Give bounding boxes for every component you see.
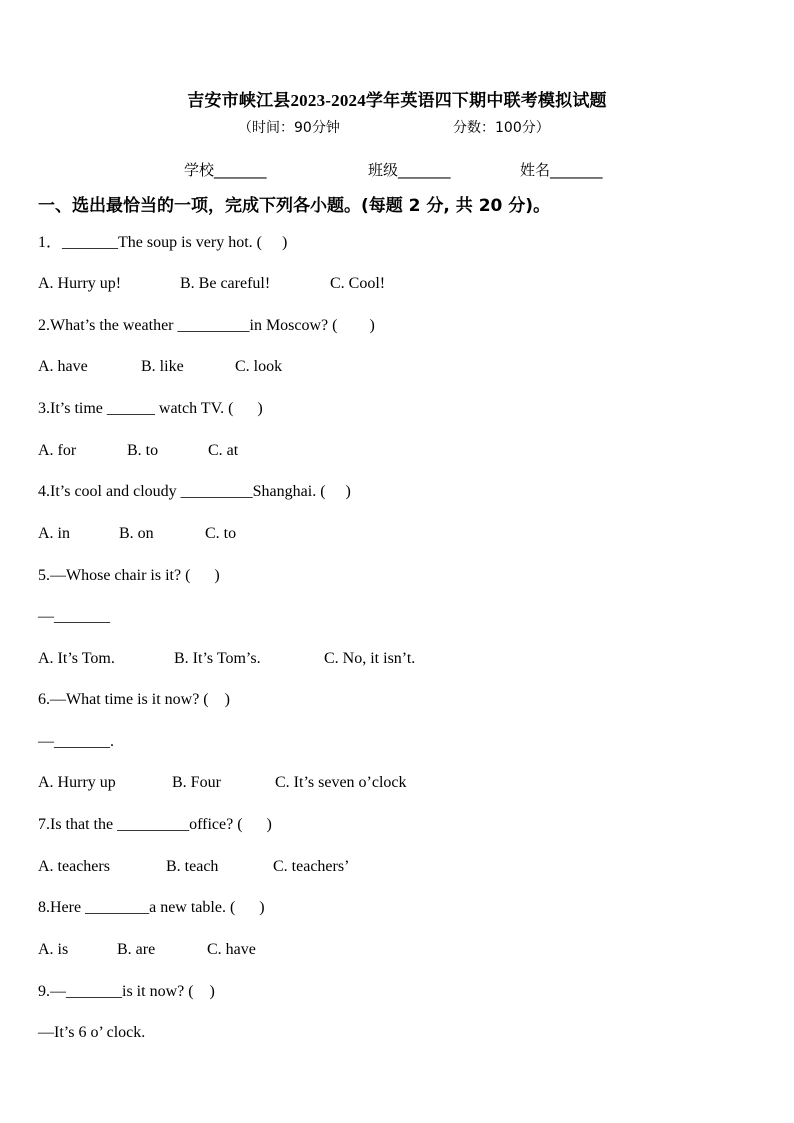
option-a: A. teachers	[38, 858, 110, 875]
question-stem: 9.—_______is it now? ( )	[38, 983, 215, 1000]
option-b: B. teach	[166, 858, 219, 875]
option-a: A. for	[38, 442, 77, 459]
question-stem: 8.Here ________a new table. ( )	[38, 899, 265, 916]
exam-title: 吉安市峡江县2023-2024学年英语四下期中联考模拟试题	[187, 91, 607, 110]
option-c: C. No, it isn’t.	[324, 650, 416, 667]
option-a: A. is	[38, 941, 69, 958]
option-c: C. Cool!	[330, 275, 386, 292]
option-c: C. teachers’	[273, 858, 350, 875]
exam-score: 分数：100分）	[453, 120, 550, 136]
class-field: 班级_______	[368, 161, 451, 179]
option-a: A. Hurry up!	[38, 275, 122, 292]
answer-line: —_______.	[38, 733, 114, 750]
option-a: A. in	[38, 525, 70, 542]
option-b: B. Four	[172, 774, 221, 791]
question-stem: 1．_______The soup is very hot. ( )	[38, 234, 288, 251]
question-stem: 3.It’s time ______ watch TV. ( )	[38, 400, 263, 417]
name-field: 姓名_______	[520, 161, 603, 179]
option-b: B. on	[119, 525, 154, 542]
option-b: B. to	[127, 442, 159, 459]
option-b: B. are	[117, 941, 156, 958]
question-stem: 7.Is that the _________office? ( )	[38, 816, 272, 833]
section-heading: 一、选出最恰当的一项，完成下列各小题。(每题 2 分, 共 20 分)。	[38, 196, 551, 216]
option-a: A. It’s Tom.	[38, 650, 115, 667]
question-stem: 5.—Whose chair is it? ( )	[38, 567, 220, 584]
option-a: A. have	[38, 358, 88, 375]
question-stem: 4.It’s cool and cloudy _________Shanghai. ( )	[38, 483, 351, 500]
school-field: 学校_______	[184, 161, 267, 179]
option-c: C. look	[235, 358, 283, 375]
option-c: C. have	[207, 941, 256, 958]
option-c: C. to	[205, 525, 237, 542]
option-c: C. It’s seven o’clock	[275, 774, 407, 791]
option-a: A. Hurry up	[38, 774, 116, 791]
exam-time: （时间：90分钟	[238, 120, 340, 136]
option-b: B. It’s Tom’s.	[174, 650, 261, 667]
option-b: B. like	[141, 358, 184, 375]
option-c: C. at	[208, 442, 239, 459]
answer-line: —It’s 6 o’ clock.	[38, 1024, 146, 1041]
option-b: B. Be careful!	[180, 275, 271, 292]
answer-line: —_______	[38, 608, 110, 625]
question-stem: 6.—What time is it now? ( )	[38, 691, 230, 708]
question-stem: 2.What’s the weather _________in Moscow? ( )	[38, 317, 375, 334]
